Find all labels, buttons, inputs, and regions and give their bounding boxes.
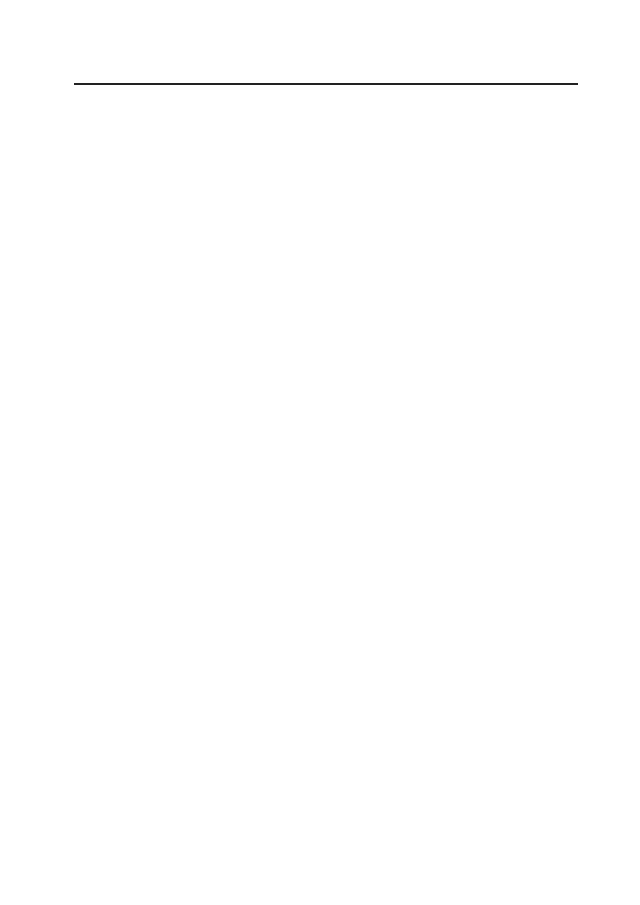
section-header-row xyxy=(75,84,578,85)
activities-table xyxy=(74,83,578,85)
section-4-title xyxy=(75,84,578,85)
